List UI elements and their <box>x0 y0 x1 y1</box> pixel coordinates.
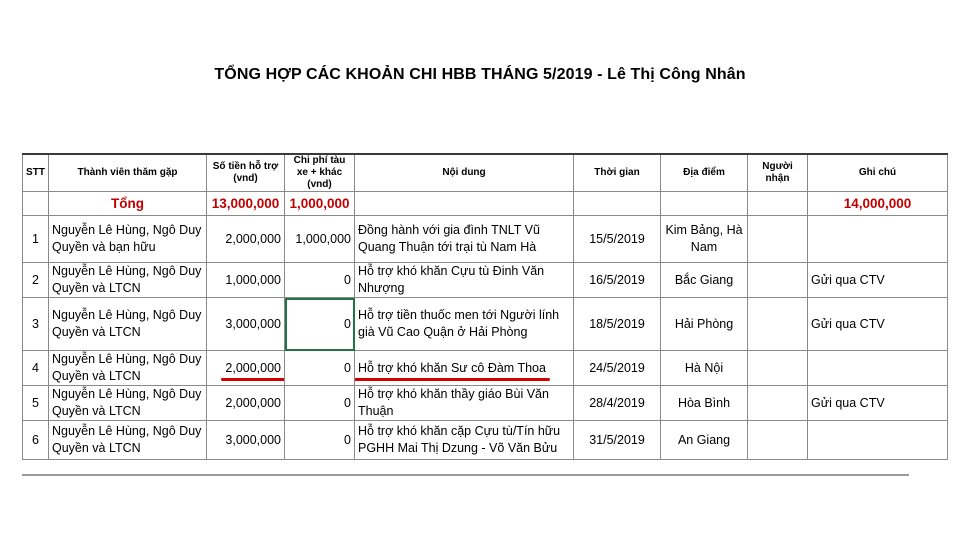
total-row <box>23 192 948 216</box>
table-row <box>23 421 948 460</box>
row-time[interactable]: 31/5/2019 <box>574 421 661 460</box>
table-row <box>23 263 948 298</box>
row-cost[interactable]: 1,000,000 <box>285 216 355 263</box>
row-content[interactable]: Đồng hành với gia đình TNLT Vũ Quang Thuận tới trại tù Nam Hà <box>355 216 574 263</box>
row-note[interactable] <box>808 351 948 386</box>
header-support[interactable]: Số tiền hỗ trợ (vnd) <box>207 154 285 192</box>
row-receiver[interactable] <box>748 351 808 386</box>
row-cost[interactable]: 0 <box>285 351 355 386</box>
row-time[interactable]: 24/5/2019 <box>574 351 661 386</box>
row-receiver[interactable] <box>748 216 808 263</box>
row-place[interactable]: Kim Bảng, Hà Nam <box>661 216 748 263</box>
table-cell[interactable] <box>748 192 808 216</box>
row-stt[interactable]: 4 <box>23 351 49 386</box>
row-cost[interactable]: 0 <box>285 263 355 298</box>
header-content[interactable]: Nội dung <box>355 154 574 192</box>
row-support[interactable]: 3,000,000 <box>207 421 285 460</box>
row-receiver[interactable] <box>748 298 808 351</box>
row-content[interactable]: Hỗ trợ tiền thuốc men tới Người lính già Vũ Cao Quận ở Hải Phòng <box>355 298 574 351</box>
total-label[interactable]: Tổng <box>49 192 207 216</box>
header-row <box>23 154 948 192</box>
red-underline-mark <box>221 378 284 381</box>
row-note[interactable]: Gửi qua CTV <box>808 263 948 298</box>
row-time[interactable]: 18/5/2019 <box>574 298 661 351</box>
row-stt[interactable]: 2 <box>23 263 49 298</box>
row-place[interactable]: Hải Phòng <box>661 298 748 351</box>
row-stt[interactable]: 6 <box>23 421 49 460</box>
row-time[interactable]: 15/5/2019 <box>574 216 661 263</box>
page-title: TỔNG HỢP CÁC KHOẢN CHI HBB THÁNG 5/2019 - Lê Thị Công Nhân <box>214 66 746 83</box>
header-time[interactable]: Thời gian <box>574 154 661 192</box>
row-content-cell[interactable] <box>355 351 574 386</box>
expense-table <box>22 153 948 460</box>
table-row <box>23 351 948 386</box>
header-place[interactable]: Địa điểm <box>661 154 748 192</box>
header-stt[interactable]: STT <box>23 154 49 192</box>
row-stt[interactable]: 1 <box>23 216 49 263</box>
table-row <box>23 298 948 351</box>
row-note[interactable]: Gửi qua CTV <box>808 298 948 351</box>
row-member[interactable]: Nguyễn Lê Hùng, Ngô Duy Quyền và LTCN <box>49 351 207 386</box>
row-support[interactable]: 2,000,000 <box>207 386 285 421</box>
row-member[interactable]: Nguyễn Lê Hùng, Ngô Duy Quyền và LTCN <box>49 386 207 421</box>
table-row <box>23 216 948 263</box>
row-support[interactable]: 3,000,000 <box>207 298 285 351</box>
underlined-content <box>358 360 546 377</box>
row-note[interactable]: Gửi qua CTV <box>808 386 948 421</box>
row-stt[interactable]: 3 <box>23 298 49 351</box>
total-cost[interactable]: 1,000,000 <box>285 192 355 216</box>
row-time[interactable]: 16/5/2019 <box>574 263 661 298</box>
row-content[interactable]: Hỗ trợ khó khăn Cựu tù Đinh Văn Nhượng <box>355 263 574 298</box>
row-place[interactable]: Hòa Bình <box>661 386 748 421</box>
row-cost[interactable]: 0 <box>285 421 355 460</box>
row-support-cell[interactable] <box>207 351 285 386</box>
table-row <box>23 386 948 421</box>
header-cost[interactable]: Chi phí tàu xe + khác (vnd) <box>285 154 355 192</box>
row-place[interactable]: An Giang <box>661 421 748 460</box>
header-note[interactable]: Ghi chú <box>808 154 948 192</box>
row-time[interactable]: 28/4/2019 <box>574 386 661 421</box>
row-note[interactable] <box>808 216 948 263</box>
row-receiver[interactable] <box>748 386 808 421</box>
row-support: 2,000,000 <box>225 360 281 375</box>
row-content: Hỗ trợ khó khăn Sư cô Đàm Thoa <box>358 360 546 375</box>
row-receiver[interactable] <box>748 263 808 298</box>
row-receiver[interactable] <box>748 421 808 460</box>
underlined-amount <box>225 360 281 377</box>
header-member[interactable]: Thành viên thăm gặp <box>49 154 207 192</box>
row-stt[interactable]: 5 <box>23 386 49 421</box>
row-place[interactable]: Bắc Giang <box>661 263 748 298</box>
table-cell[interactable] <box>23 192 49 216</box>
row-content[interactable]: Hỗ trợ khó khăn cặp Cựu tù/Tín hữu PGHH Mai Thị Dzung - Võ Văn Bửu <box>355 421 574 460</box>
table-cell[interactable] <box>574 192 661 216</box>
total-note[interactable]: 14,000,000 <box>808 192 948 216</box>
row-support[interactable]: 2,000,000 <box>207 216 285 263</box>
row-place[interactable]: Hà Nội <box>661 351 748 386</box>
row-member[interactable]: Nguyễn Lê Hùng, Ngô Duy Quyền và LTCN <box>49 298 207 351</box>
row-support[interactable]: 1,000,000 <box>207 263 285 298</box>
row-note[interactable] <box>808 421 948 460</box>
expense-sheet <box>22 153 912 480</box>
sheet-bottom-border <box>22 474 909 476</box>
table-cell[interactable] <box>355 192 574 216</box>
total-support[interactable]: 13,000,000 <box>207 192 285 216</box>
red-underline-mark <box>355 378 550 381</box>
row-content[interactable]: Hỗ trợ khó khăn thầy giáo Bùi Văn Thuận <box>355 386 574 421</box>
row-member[interactable]: Nguyễn Lê Hùng, Ngô Duy Quyền và LTCN <box>49 263 207 298</box>
table-cell[interactable] <box>661 192 748 216</box>
row-member[interactable]: Nguyễn Lê Hùng, Ngô Duy Quyền và bạn hữu <box>49 216 207 263</box>
row-cost[interactable]: 0 <box>285 386 355 421</box>
row-cost-selected-cell[interactable]: 0 <box>285 298 355 351</box>
row-member[interactable]: Nguyễn Lê Hùng, Ngô Duy Quyền và LTCN <box>49 421 207 460</box>
header-receiver[interactable]: Người nhận <box>748 154 808 192</box>
